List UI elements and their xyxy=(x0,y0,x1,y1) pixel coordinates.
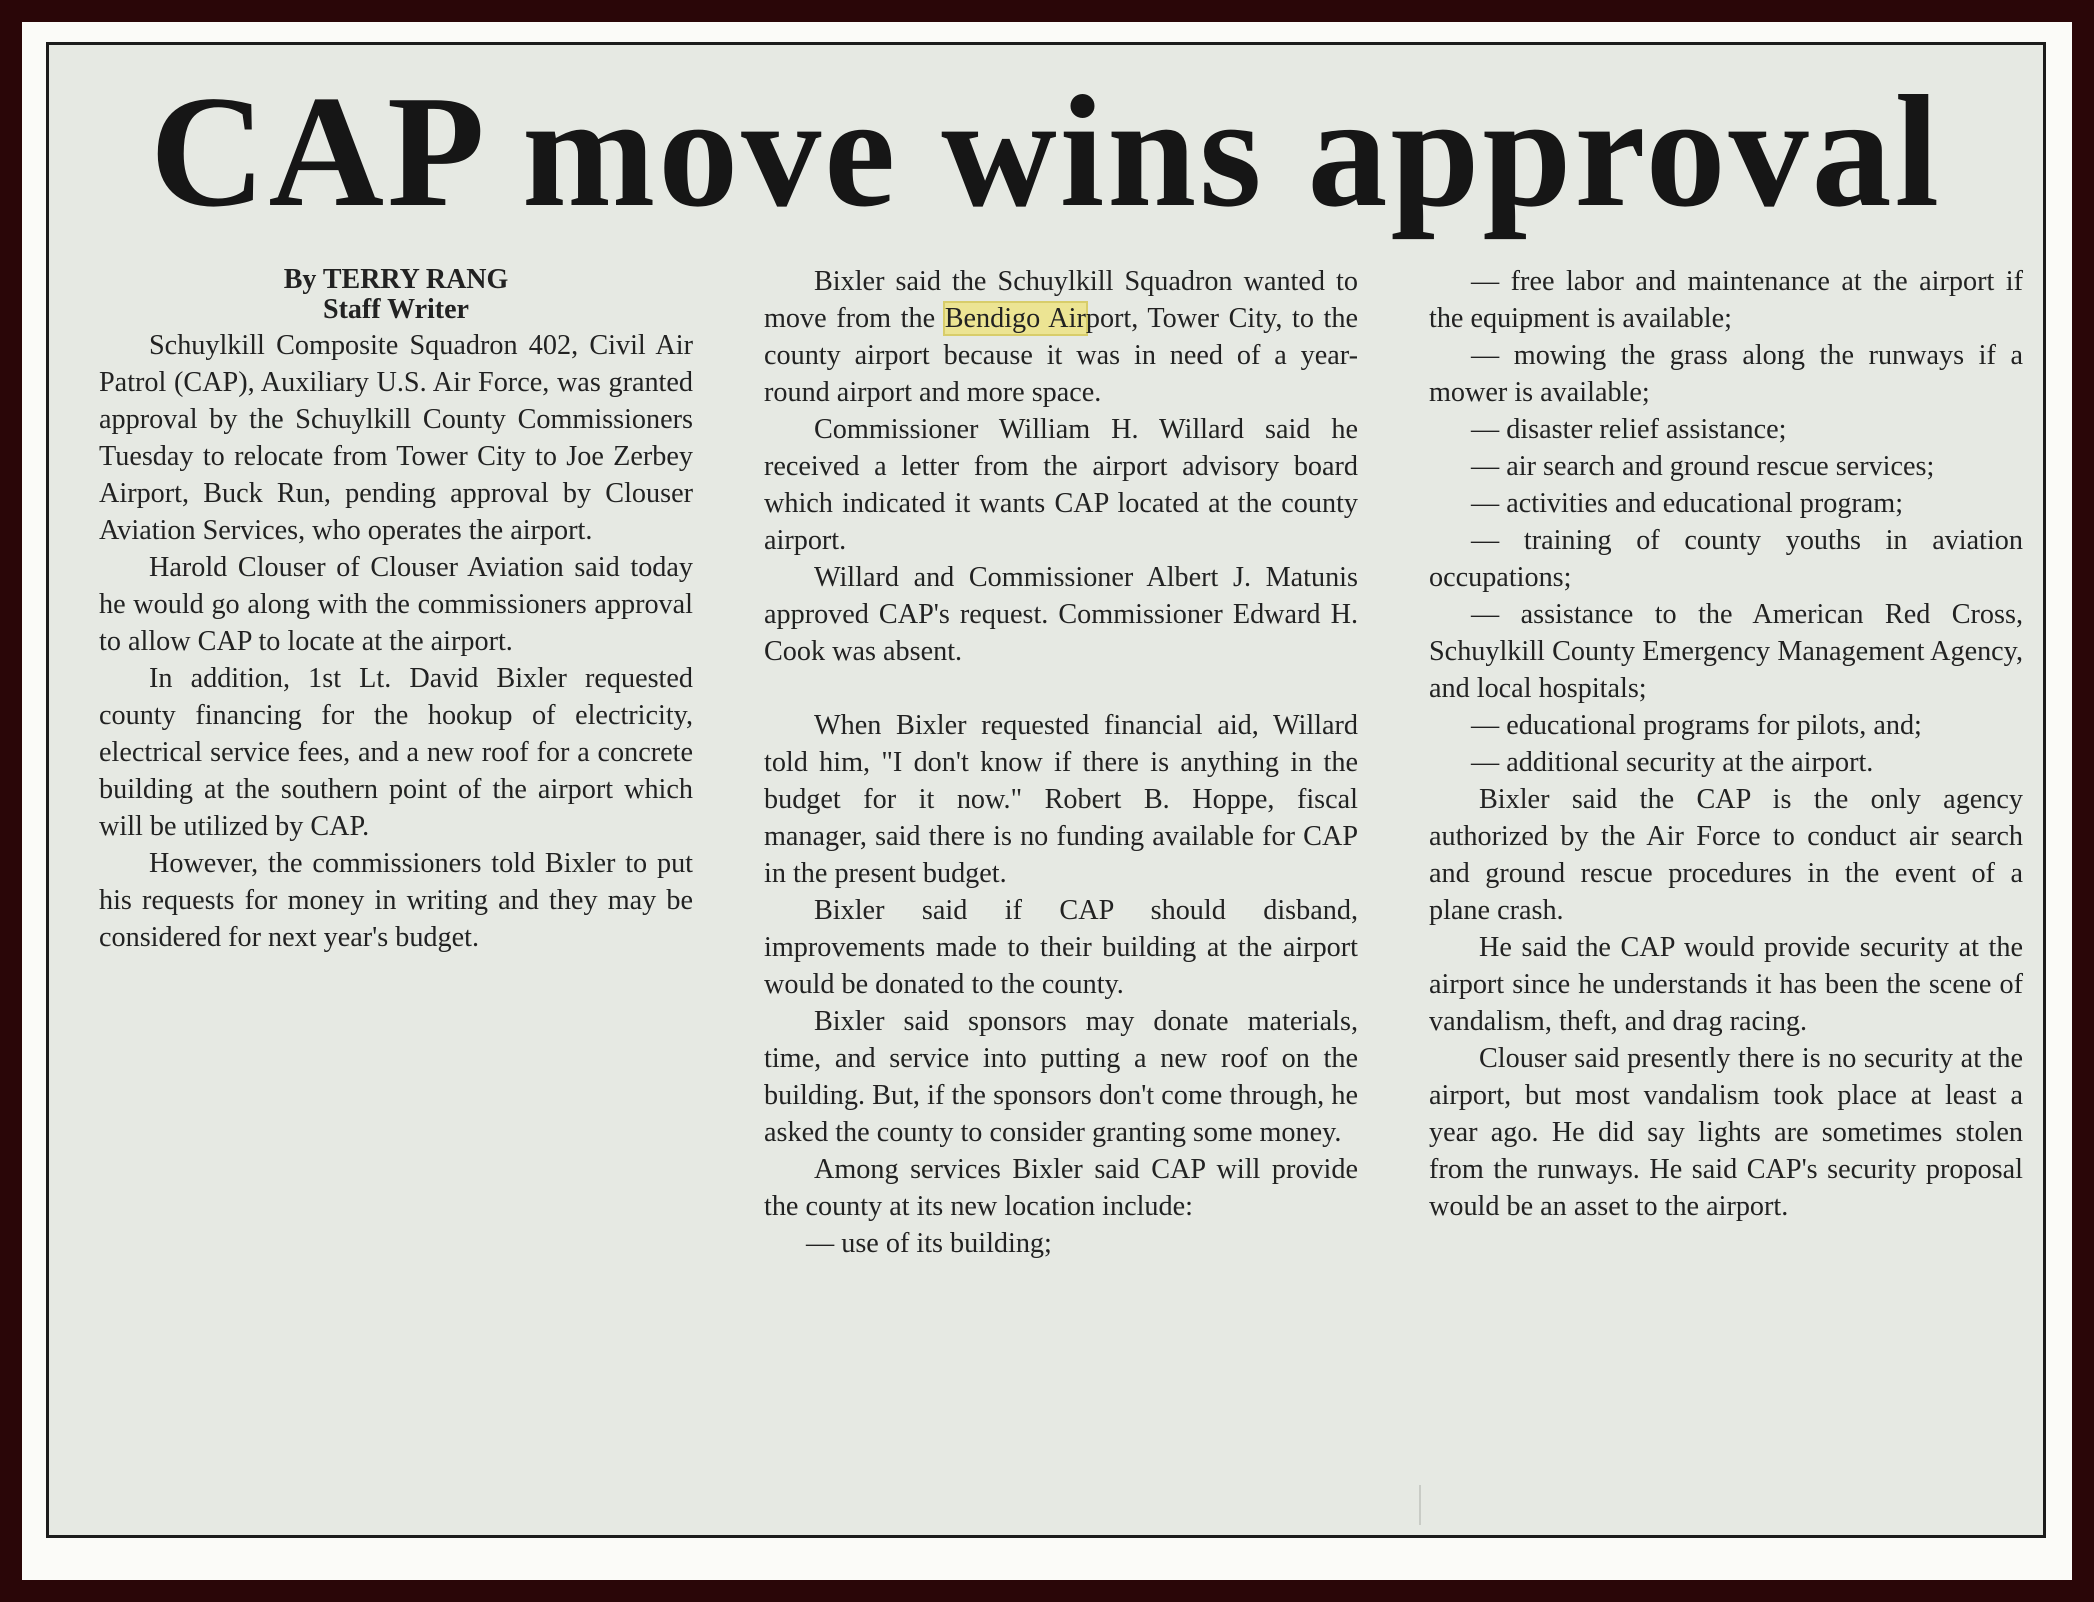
paragraph: Bixler said if CAP should disband, improvements made to their building at the airport would be donated to the county. xyxy=(764,895,1358,1000)
paragraph: Schuylkill Composite Squadron 402, Civil Air Patrol (CAP), Auxiliary U.S. Air Force, was granted approval by the Schuylkill County Commissioners Tuesday to relocate from Tower City to Joe Zerbey Airport, Buck Run, pending approval by Clouser Aviation Services, who operates the airport. xyxy=(99,330,693,546)
list-item: — disaster relief assistance; xyxy=(1471,414,1787,445)
paragraph xyxy=(764,263,1358,411)
photo-mat xyxy=(22,22,2072,1580)
column-2 xyxy=(764,263,1358,1262)
paragraph: Commissioner William H. Willard said he received a letter from the airport advisory board which indicated it wants CAP located at the county airport. xyxy=(764,414,1358,556)
column-rule xyxy=(1419,1485,1421,1525)
list-item: — educational programs for pilots, and; xyxy=(1471,710,1922,741)
column-3 xyxy=(1429,263,2023,1225)
column-1 xyxy=(99,263,693,956)
list-item: — activities and educational program; xyxy=(1471,488,1904,519)
byline: By TERRY RANG xyxy=(283,264,509,295)
list-item: — use of its building; xyxy=(806,1228,1052,1259)
byline-title: Staff Writer xyxy=(323,294,469,325)
newspaper-clipping xyxy=(46,42,2046,1538)
list-item: — training of county youths in aviation occupations; xyxy=(1429,525,2023,593)
list-item: — mowing the grass along the runways if a mower is available; xyxy=(1429,340,2023,408)
highlighted-text: Bendigo Air xyxy=(944,303,1086,334)
paragraph: He said the CAP would provide security at the airport since he understands it has been the scene of vandalism, theft, and drag racing. xyxy=(1429,932,2023,1037)
paragraph: Bixler said sponsors may donate materials, time, and service into putting a new roof on the building. But, if the sponsors don't come through, he asked the county to consider granting some money. xyxy=(764,1006,1358,1148)
list-item: — assistance to the American Red Cross, Schuylkill County Emergency Management Agency, and local hospitals; xyxy=(1429,599,2023,704)
paragraph-gap xyxy=(764,670,1358,707)
paragraph: In addition, 1st Lt. David Bixler requested county financing for the hookup of electricity, electrical service fees, and a new roof for a concrete building at the southern point of the airport which will be utilized by CAP. xyxy=(99,663,693,842)
paragraph: Willard and Commissioner Albert J. Matunis approved CAP's request. Commissioner Edward H. Cook was absent. xyxy=(764,562,1358,667)
headline: CAP move wins approval xyxy=(149,62,1943,240)
list-item: — free labor and maintenance at the airport if the equipment is available; xyxy=(1429,266,2023,334)
paragraph: Harold Clouser of Clouser Aviation said today he would go along with the commissioners approval to allow CAP to locate at the airport. xyxy=(99,552,693,657)
paragraph-text: port, Tower City, to the county airport because it was in need of a year-round airport and more space. xyxy=(764,303,1358,408)
paragraph: Bixler said the CAP is the only agency authorized by the Air Force to conduct air search and ground rescue procedures in the event of a plane crash. xyxy=(1429,784,2023,926)
list-item: — additional security at the airport. xyxy=(1471,747,1874,778)
list-item: — air search and ground rescue services; xyxy=(1471,451,1935,482)
paragraph-text: Bixler said the Schuylkill Squadron wanted to move from the xyxy=(764,266,1358,334)
paragraph: However, the commissioners told Bixler to put his requests for money in writing and they may be considered for next year's budget. xyxy=(99,848,693,953)
paragraph: When Bixler requested financial aid, Willard told him, "I don't know if there is anything in the budget for it now." Robert B. Hoppe, fiscal manager, said there is no funding available for CAP in the present budget. xyxy=(764,710,1358,889)
paragraph: Clouser said presently there is no security at the airport, but most vandalism took place at least a year ago. He did say lights are sometimes stolen from the runways. He said CAP's security proposal would be an asset to the airport. xyxy=(1429,1043,2023,1222)
paragraph: Among services Bixler said CAP will provide the county at its new location include: xyxy=(764,1154,1358,1222)
